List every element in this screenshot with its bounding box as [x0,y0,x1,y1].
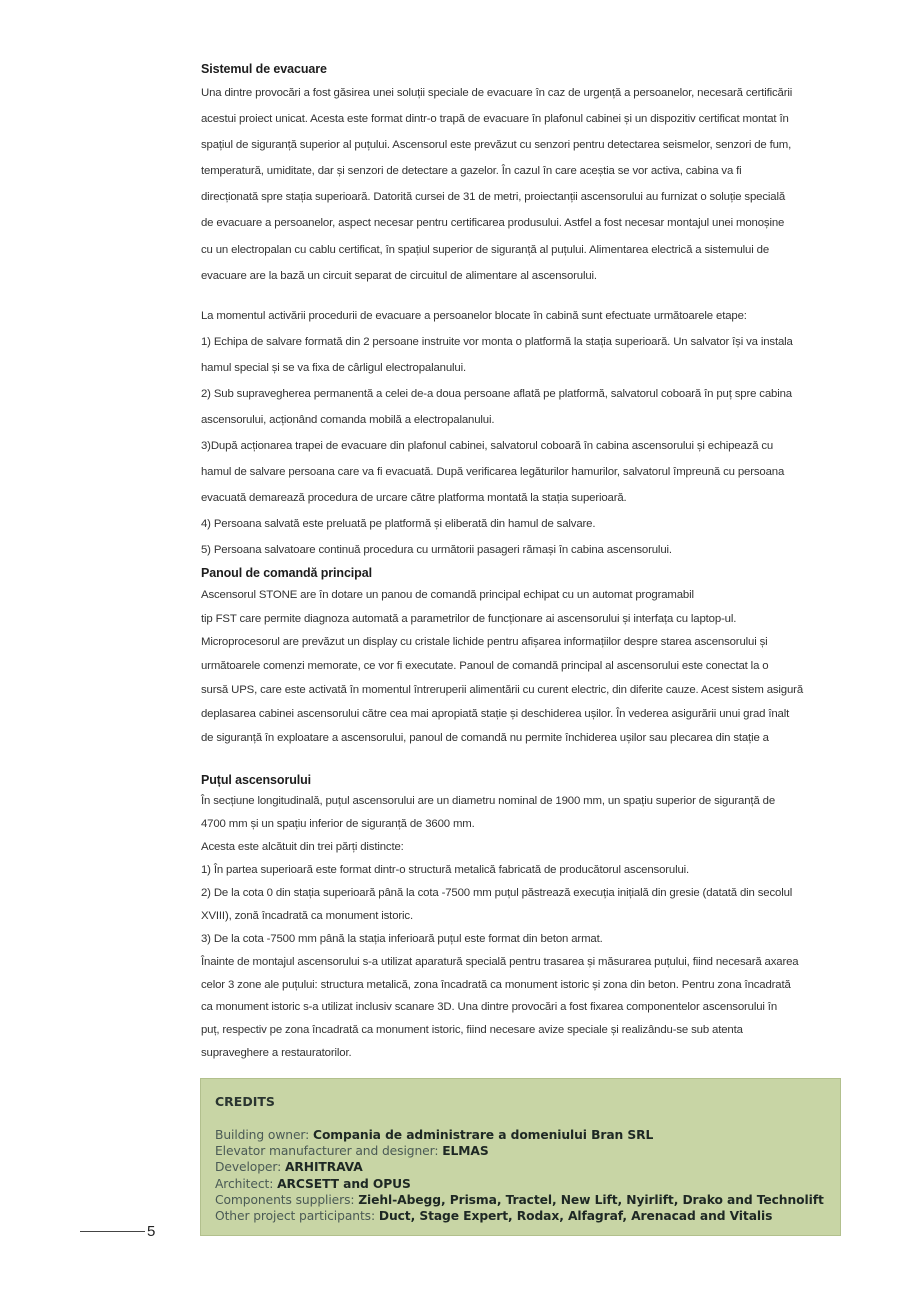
text-line: de siguranță în exploatare a ascensorului, panoul de comandă nu permite închiderea ușilor sau plecarea din stație a [201,731,769,744]
paragraph-control-panel [201,584,841,751]
credit-row [215,1127,826,1143]
section-title-control-panel: Panoul de comandă principal [201,565,372,580]
text-line: puț, respectiv pe zona încadrată ca monument istoric, fiind necesare avize speciale și realizându-se sub atenta [201,1024,743,1037]
text-line: de evacuare a persoanelor, aspect necesar pentru certificarea produsului. Astfel a fost necesar montajul unei monoșine [201,217,785,230]
text-line: 1) În partea superioară este format dintr-o structură metalică fabricată de producătorul ascensorului. [201,864,690,877]
paragraph-evacuation [201,80,841,289]
text-line: 5) Persoana salvatoare continuă procedura cu următorii pasageri rămași în cabina ascensorului. [201,543,672,556]
text-line: 4) Persoana salvată este preluată pe platformă și eliberată din hamul de salvare. [201,517,596,530]
credit-label: Building owner: [215,1128,314,1142]
text-line: evacuată demarează procedura de urcare către platforma montată la stația superioară. [201,491,627,504]
credit-row [215,1176,826,1192]
paragraph-shaft [201,790,841,1065]
text-line: temperatură, umiditate, dar și senzori de detectare a gazelor. În cazul în care aceștia se vor activa, cabina va fi [201,165,742,178]
credits-box [200,1078,841,1236]
credit-label: Developer: [215,1160,285,1175]
text-line: ascensorului, acționând comanda mobilă a electropalanului. [201,413,495,426]
text-line: La momentul activării procedurii de evacuare a persoanelor blocate în cabină sunt efectuate următoarele etape: [201,309,747,322]
text-line: deplasarea cabinei ascensorului către cea mai apropiată stație și deschiderea ușilor. În vederea asigurării unui grad înalt [201,707,790,720]
text-line: 3)După acționarea trapei de evacuare din plafonul cabinei, salvatorul coboară în cabina ascensorului și echipează cu [201,439,774,452]
text-line: cu un electropalan cu cablu certificat, în spațiul superior de siguranță al puțului. Alimentarea electrică a sistemului de [201,243,770,256]
credit-label: Other project participants: [215,1209,379,1224]
text-line: hamul special și se va fixa de cârligul electropalanului. [201,361,466,374]
credit-value: ARHITRAVA [284,1160,363,1175]
text-line: următoarele comenzi memorate, ce vor fi executate. Panoul de comandă principal al ascensorului este conectat la o [201,660,769,673]
credit-row [215,1143,826,1159]
credit-row [215,1192,826,1208]
text-line: hamul de salvare persoana care va fi evacuată. După verificarea legăturilor hamurilor, salvatorul împreună cu persoana [201,465,785,478]
text-line: direcționată spre stația superioară. Datorită cursei de 31 de metri, proiectanții ascensorului au furnizat o soluție specială [201,191,786,204]
text-line: Înainte de montajul ascensorului s-a utilizat aparatură specială pentru trasarea și măsurarea puțului, fiind necesară axarea [201,955,799,968]
credit-row [215,1159,826,1175]
text-line: 3) De la cota -7500 mm până la stația inferioară puțul este format din beton armat. [201,932,603,945]
text-line: celor 3 zone ale puțului: structura metalică, zona încadrată ca monument istoric și zona din beton. Pentru zona încadrată [201,978,791,991]
credit-row [215,1208,826,1224]
credit-value: ARCSETT and OPUS [277,1176,411,1191]
text-line: 4700 mm și un spațiu inferior de siguranță de 3600 mm. [201,818,475,831]
credit-value: ELMAS [442,1144,489,1159]
credits-title: CREDITS [215,1094,275,1109]
text-line: ca monument istoric s-a utilizat inclusiv scanare 3D. Una dintre provocări a fost fixarea componentelor ascensorului în [201,1001,778,1014]
text-line: tip FST care permite diagnoza automată a parametrilor de funcționare ai ascensorului și interfața cu laptop-ul. [201,612,737,625]
text-line: spațiul de siguranță superior al puțului. Ascensorul este prevăzut cu senzori pentru detectarea seismelor, senzori de fum, [201,139,792,152]
section-title-shaft: Puțul ascensorului [201,773,312,788]
text-line: sursă UPS, care este activată în momentul întreruperii alimentării cu curent electric, din diferite cauze. Acest sistem asigură [201,683,804,696]
page-number-rule [80,1231,145,1232]
credits-list [215,1127,826,1224]
text-line: evacuare are la bază un circuit separat de circuitul de alimentare al ascensorului. [201,269,597,282]
text-line: Una dintre provocări a fost găsirea unei soluții speciale de evacuare în caz de urgență a persoanelor, necesară certificării [201,87,793,99]
paragraph-procedure [201,303,841,563]
credit-value: Duct, Stage Expert, Rodax, Alfagraf, Arenacad and Vitalis [378,1209,773,1224]
page-number: 5 [147,1223,156,1240]
text-line: 2) De la cota 0 din stația superioară până la cota -7500 mm puțul păstrează execuția inițială din gresie (datată din secolul [201,886,793,899]
text-line: Ascensorul STONE are în dotare un panou de comandă principal echipat cu un automat programabil [201,588,694,601]
credit-label: Architect: [215,1176,278,1191]
article-body [201,58,841,1065]
section-title-evacuation: Sistemul de evacuare [201,62,327,76]
text-line: Acesta este alcătuit din trei părți distincte: [201,841,404,854]
credit-label: Components suppliers: [215,1192,359,1207]
text-line: Microprocesorul are prevăzut un display cu cristale lichide pentru afișarea informațiilor despre starea ascensorului și [201,636,768,649]
text-line: 2) Sub supravegherea permanentă a celei de-a doua persoane aflată pe platformă, salvatorul coboară în puț spre cabina [201,387,792,400]
text-line: 1) Echipa de salvare formată din 2 persoane instruite vor monta o platformă la stația superioară. Un salvator își va instala [201,335,793,348]
text-line: XVIII), zonă încadrată ca monument istoric. [201,909,413,922]
credit-value: Ziehl-Abegg, Prisma, Tractel, New Lift, Nyirlift, Drako and Technolift [358,1192,824,1207]
credit-value: Compania de administrare a domeniului Bran SRL [313,1128,654,1142]
text-line: În secțiune longitudinală, puțul ascensorului are un diametru nominal de 1900 mm, un spațiu superior de siguranță de [201,795,776,808]
text-line: supraveghere a restauratorilor. [201,1047,352,1060]
text-line: acestui proiect unicat. Acesta este format dintr-o trapă de evacuare în plafonul cabinei și un dispozitiv certificat montat în [201,113,789,126]
credit-label: Elevator manufacturer and designer: [215,1144,443,1159]
